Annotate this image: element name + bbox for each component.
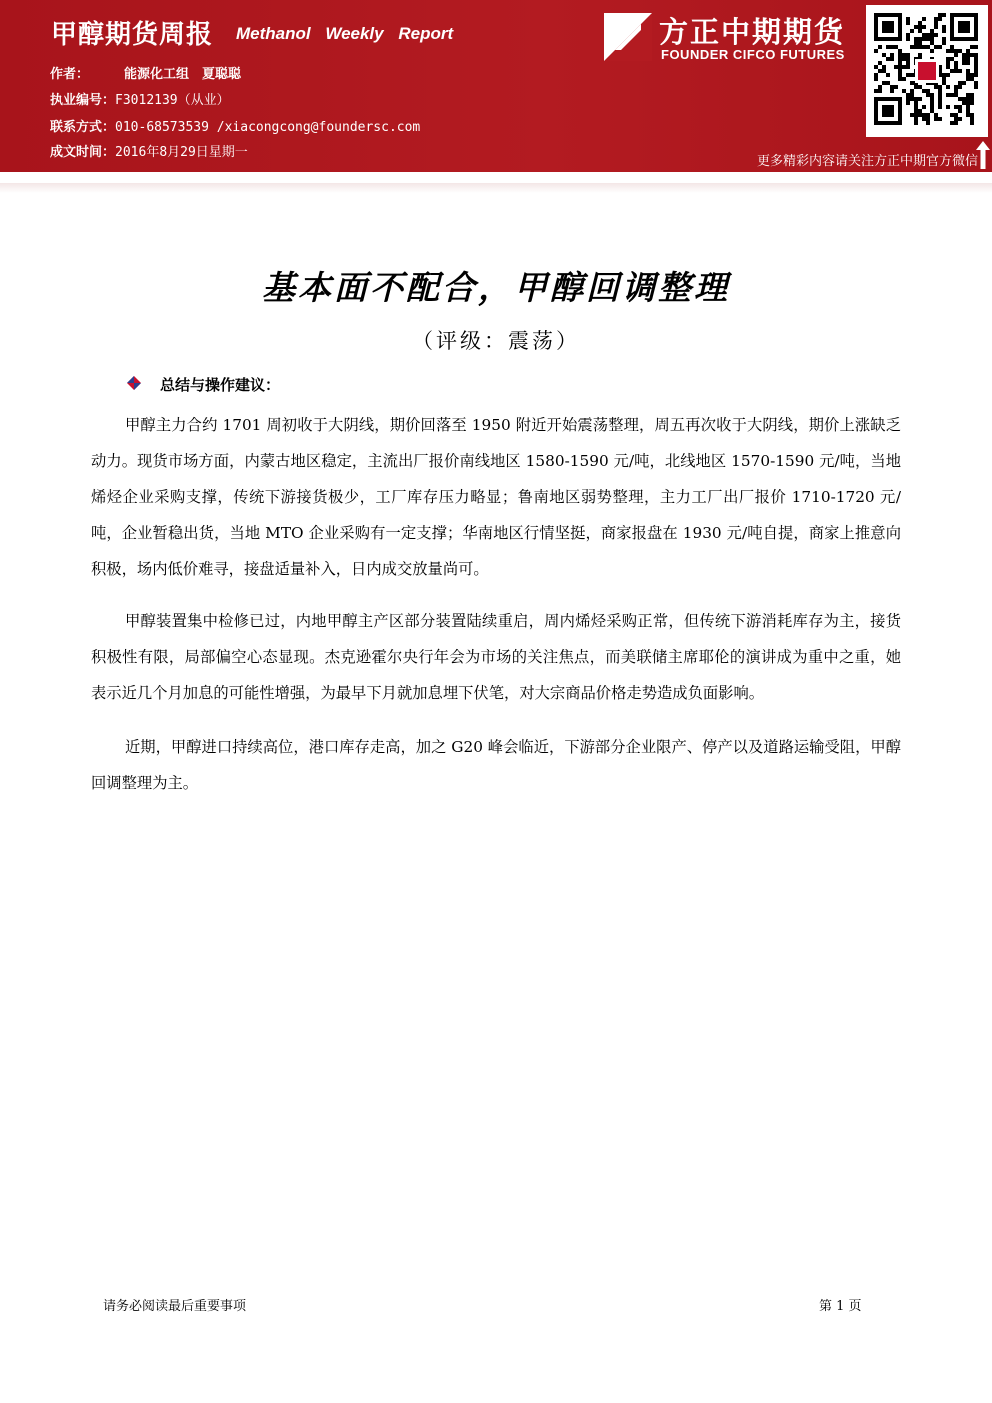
paragraph: 近期，甲醇进口持续高位，港口库存走高，加之 G20 峰会临近，下游部分企业限产、停产以及道路运输受阻，甲醇回调整理为主。 [91, 738, 901, 792]
license-line [50, 89, 230, 108]
paragraph: 甲醇主力合约 1701 周初收于大阴线，期价回落至 1950 附近开始震荡整理，周五再次收于大阴线，期价上涨缺乏动力。现货市场方面，内蒙古地区稳定，主流出厂报价南线地区 1580-1590 元/吨，北线地区 1570-1590 元/吨，当地烯烃企业采购支撑，传统下游接货极少，工厂库存压力略显；鲁南地区弱势整理，主力工厂出厂报价 1710-1720 元/吨，企业暂稳出货，当地 MTO 企业采购有一定支撑；华南地区行情坚挺，商家报盘在 1930 元/吨自提，商家上推意向积极，场内低价难寻，接盘适量补入，日内成交放量尚可。 [91, 416, 901, 578]
diamond-bullet-icon [127, 376, 141, 390]
footer-notice: 请务必阅读最后重要事项 [103, 1299, 247, 1314]
header-divider [0, 183, 992, 193]
contact-label: 联系方式： [50, 120, 116, 135]
author-line [50, 63, 242, 82]
license-value: F3012139（从业） [115, 93, 230, 108]
date-line [50, 141, 248, 160]
section-heading [127, 374, 280, 395]
founder-logo-icon [603, 12, 653, 62]
document-title: 基本面不配合，甲醇回调整理 [262, 268, 730, 307]
date-value: 2016年8月29日星期一 [115, 145, 248, 160]
report-header [0, 0, 992, 172]
contact-value: 010-68573539 /xiacongcong@foundersc.com [115, 120, 421, 135]
contact-line [50, 116, 420, 135]
company-name-en: FOUNDER CIFCO FUTURES [661, 47, 845, 62]
author-label: 作者： [50, 67, 90, 82]
company-name-cn: 方正中期期货 [659, 15, 846, 49]
qr-code-icon [866, 5, 988, 137]
report-series-subtitle: Methanol Weekly Report [236, 24, 454, 43]
paragraph: 甲醇装置集中检修已过，内地甲醇主产区部分装置陆续重启，周内烯烃采购正常，但传统下游消耗库存为主，接货积极性有限，局部偏空心态显现。杰克逊霍尔央行年会为市场的关注焦点，而美联储主席耶伦的演讲成为重中之重，她表示近几个月加息的可能性增强，为最早下月就加息埋下伏笔，对大宗商品价格走势造成负面影响。 [91, 612, 901, 702]
page-number: 第 1 页 [819, 1299, 862, 1314]
wechat-follow-note: 更多精彩内容请关注方正中期官方微信 [756, 154, 978, 169]
author-value: 能源化工组 夏聪聪 [124, 67, 242, 82]
report-series-title: 甲醇期货周报 [51, 20, 214, 50]
document-rating: （评级：震荡） [412, 329, 580, 353]
date-label: 成文时间： [50, 145, 116, 160]
section-heading-text: 总结与操作建议： [160, 376, 281, 394]
license-label: 执业编号： [50, 93, 116, 108]
